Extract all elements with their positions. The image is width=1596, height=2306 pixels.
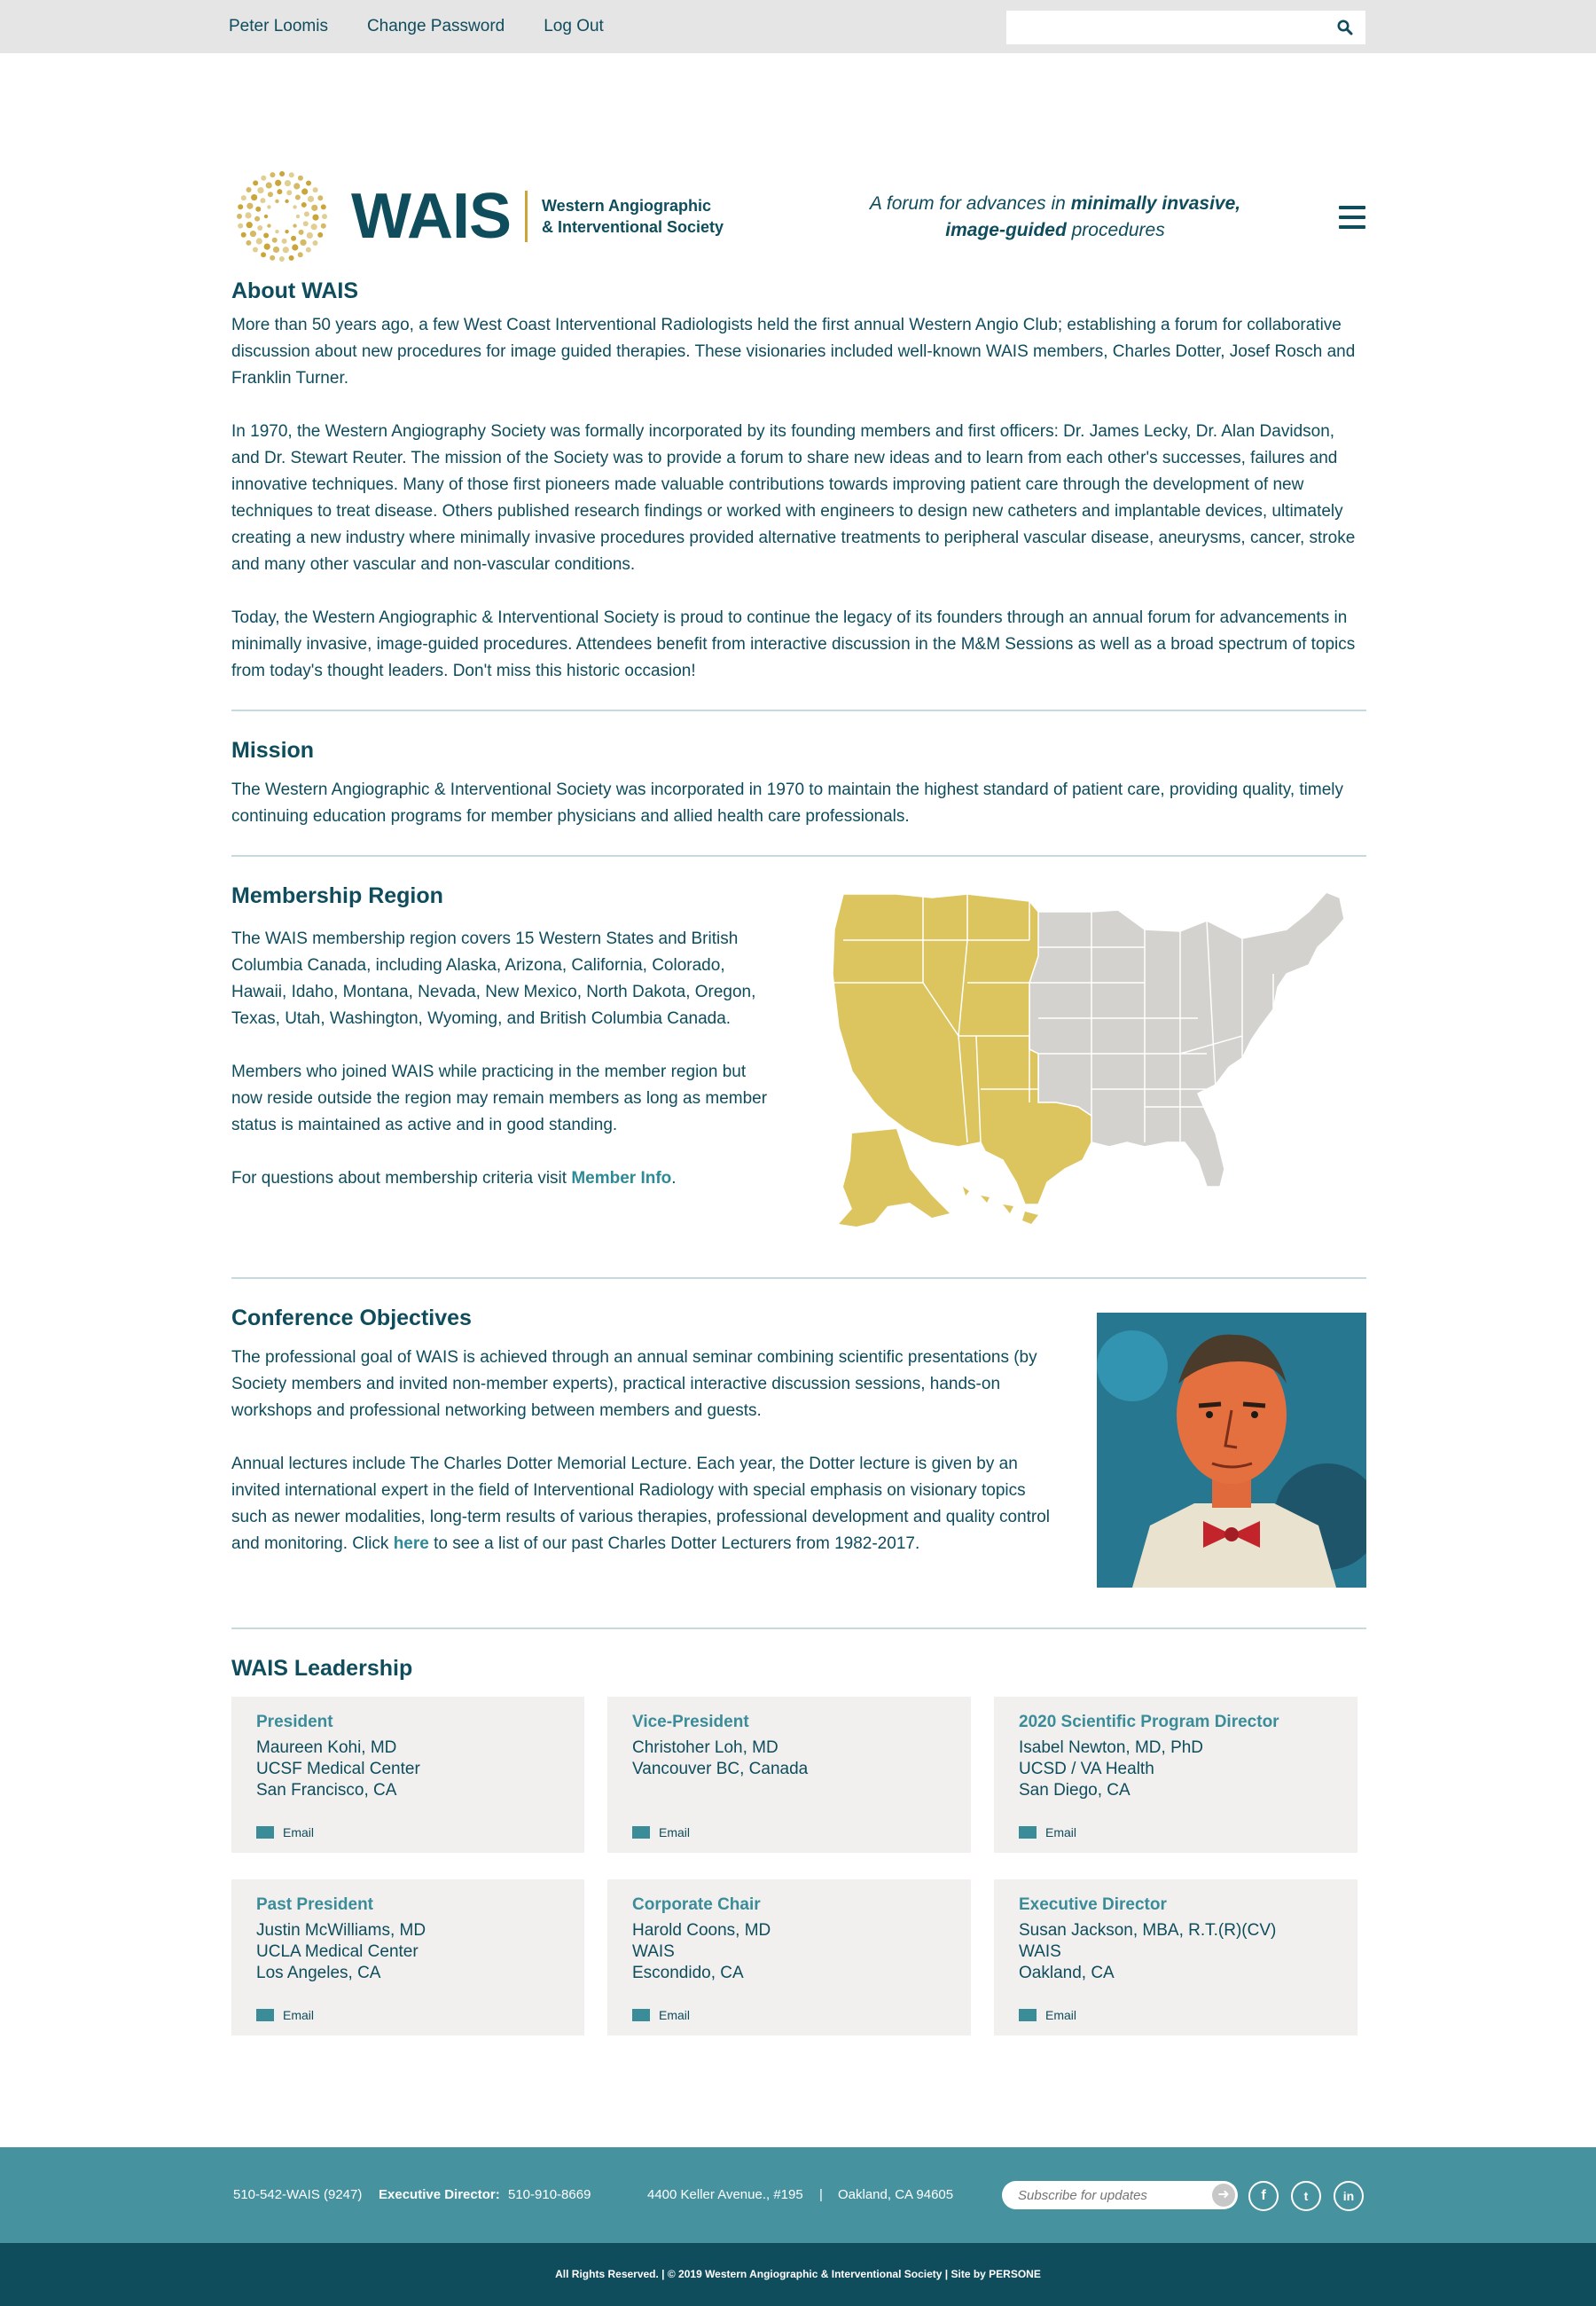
- leader-location: San Diego, CA: [1019, 1781, 1130, 1800]
- wais-logo[interactable]: [232, 167, 724, 266]
- leader-name: Christoher Loh, MD: [632, 1738, 778, 1757]
- tagline-text: A forum for advances in: [869, 193, 1071, 214]
- brand-subtitle-line1: Western Angiographic: [542, 197, 712, 215]
- log-out-link[interactable]: Log Out: [544, 17, 604, 35]
- footer-separator: |: [819, 2187, 823, 2202]
- leader-name: Justin McWilliams, MD: [256, 1921, 426, 1940]
- leader-role: Vice-President: [632, 1713, 749, 1731]
- footer-city: Oakland, CA 94605: [838, 2187, 954, 2202]
- paragraph: Today, the Western Angiographic & Interventional Society is proud to continue the legacy of its founders through an annual forum for advancements in minimally invasive, image-guided procedures. Attendees benefit from interactive discussion in the M&M Sessions as well as a broad spectrum of topics from today's thought leaders. Don't miss this historic occasion!: [231, 608, 1356, 680]
- email-link[interactable]: [632, 1819, 946, 1846]
- leader-role: President: [256, 1713, 333, 1731]
- paragraph: [231, 1451, 1065, 1557]
- leader-org: UCSF Medical Center: [256, 1760, 420, 1778]
- dotter-lecturers-link[interactable]: here: [393, 1534, 429, 1553]
- envelope-icon: [632, 2009, 650, 2021]
- arrow-right-icon[interactable]: ➜: [1212, 2184, 1235, 2207]
- search-box: [1006, 11, 1365, 44]
- leader-org: Vancouver BC, Canada: [632, 1760, 809, 1778]
- email-link[interactable]: [632, 2002, 946, 2028]
- section-title: WAIS Leadership: [231, 1656, 413, 1681]
- brand-name: WAIS: [351, 181, 512, 252]
- mission-section: [231, 711, 1366, 830]
- leader-name: Maureen Kohi, MD: [256, 1738, 397, 1757]
- envelope-icon: [256, 1826, 274, 1839]
- leader-location: Oakland, CA: [1019, 1964, 1115, 1982]
- search-input[interactable]: [1006, 11, 1334, 44]
- charles-dotter-portrait-image: [1097, 1313, 1366, 1588]
- section-title: Conference Objectives: [231, 1306, 472, 1330]
- alaska-shape: [839, 1129, 950, 1227]
- paragraph-text: Annual lectures include The Charles Dotter Memorial Lecture. Each year, the Dotter lecture is given by an invited international expert in the field of Interventional Radiology with special emphasis on visionary topics such as newer modalities, long-term results of various therapies, professional development and quality control and monitoring. Click: [231, 1455, 1051, 1553]
- change-password-link[interactable]: Change Password: [366, 17, 505, 35]
- email-label: Email: [1045, 1825, 1077, 1839]
- leader-org: UCSD / VA Health: [1019, 1760, 1154, 1778]
- leader-role: Past President: [256, 1895, 373, 1914]
- leader-name: Susan Jackson, MBA, R.T.(R)(CV): [1019, 1921, 1277, 1940]
- envelope-icon: [256, 2009, 274, 2021]
- paragraph-text: to see a list of our past Charles Dotter Lecturers from 1982-2017.: [428, 1534, 920, 1553]
- user-name-link[interactable]: Peter Loomis: [229, 17, 328, 35]
- paragraph-text: .: [671, 1169, 677, 1188]
- leader-org: WAIS: [632, 1942, 675, 1961]
- paragraph: The Western Angiographic & Interventional Society was incorporated in 1970 to maintain the highest standard of patient care, providing quality, timely continuing education programs for member physicians and allied health care professionals.: [231, 780, 1344, 826]
- leader-org: WAIS: [1019, 1942, 1061, 1961]
- email-link[interactable]: [1019, 2002, 1333, 2028]
- email-label: Email: [283, 2008, 315, 2022]
- paragraph: The professional goal of WAIS is achieved through an annual seminar combining scientific presentations (by Society members and invited non-member experts), practical interactive discussion sessions, hands-on workshops and professional networking between members and guests.: [231, 1348, 1037, 1420]
- brand-divider: [525, 191, 528, 242]
- section-title: Mission: [231, 738, 315, 763]
- leader-location: San Francisco, CA: [256, 1781, 397, 1800]
- section-title: About WAIS: [231, 278, 359, 303]
- tagline-bold: image-guided: [945, 220, 1067, 240]
- email-label: Email: [1045, 2008, 1077, 2022]
- email-link[interactable]: [1019, 1819, 1333, 1846]
- email-link[interactable]: [256, 1819, 559, 1846]
- search-icon[interactable]: [1337, 20, 1353, 35]
- brand-subtitle: [542, 195, 724, 238]
- main-content: [231, 277, 1366, 2035]
- subscribe-input[interactable]: [1018, 2188, 1204, 2203]
- facebook-icon[interactable]: f: [1248, 2181, 1279, 2211]
- envelope-icon: [1019, 2009, 1037, 2021]
- footer-exec-label: Executive Director:: [379, 2187, 500, 2202]
- leader-card: [231, 1697, 584, 1853]
- menu-icon[interactable]: [1339, 206, 1365, 229]
- leader-org: UCLA Medical Center: [256, 1942, 419, 1961]
- leader-name: Harold Coons, MD: [632, 1921, 771, 1940]
- leader-role: 2020 Scientific Program Director: [1019, 1713, 1279, 1731]
- envelope-icon: [632, 1826, 650, 1839]
- about-section: [231, 277, 1366, 685]
- paragraph: More than 50 years ago, a few West Coast Interventional Radiologists held the first annual Western Angio Club; establishing a forum for collaborative discussion about new procedures for image guided therapies. These visionaries included well-known WAIS members, Charles Dotter, Josef Rosch and Franklin Turner.: [231, 316, 1356, 388]
- account-nav: [229, 0, 604, 53]
- email-label: Email: [659, 2008, 691, 2022]
- leader-location: Los Angeles, CA: [256, 1964, 381, 1982]
- membership-region-section: [231, 857, 1366, 1277]
- footer-phone: 510-542-WAIS (9247): [233, 2187, 363, 2202]
- conference-objectives-section: [231, 1279, 1366, 1628]
- envelope-icon: [1019, 1826, 1037, 1839]
- leadership-section: [231, 1629, 1366, 2035]
- leadership-grid: [231, 1697, 1366, 2035]
- leader-name: Isabel Newton, MD, PhD: [1019, 1738, 1204, 1757]
- us-membership-map: [825, 876, 1375, 1231]
- paragraph-text: For questions about membership criteria visit: [231, 1169, 572, 1188]
- linkedin-icon[interactable]: in: [1334, 2181, 1364, 2211]
- leader-card: [994, 1879, 1357, 2035]
- tagline-text: procedures: [1066, 220, 1165, 240]
- email-label: Email: [659, 1825, 691, 1839]
- paragraph: In 1970, the Western Angiography Society was formally incorporated by its founding members and first officers: Dr. James Lecky, Dr. Alan Davidson, and Dr. Stewart Reuter. The mission of the Society was to provide a forum to share new ideas and to learn from each other's successes, failures and innovative techniques. Many of those first pioneers made valuable contributions towards improving patient care through the development of new techniques to treat disease. Others published research findings or worked with engineers to design new catheters and implantable devices, ultimately creating a new industry where minimally invasive procedures provided alternative treatments to peripheral vascular disease, aneurysms, cancer, stroke and many other vascular and non-vascular conditions.: [231, 422, 1356, 574]
- email-link[interactable]: [256, 2002, 559, 2028]
- paragraph: Members who joined WAIS while practicing in the member region but now reside outside the region may remain members as long as member status is maintained as active and in good standing.: [231, 1063, 768, 1134]
- email-label: Email: [283, 1825, 315, 1839]
- top-bar: [0, 0, 1596, 53]
- paragraph: The WAIS membership region covers 15 Western States and British Columbia Canada, including Alaska, Arizona, California, Colorado, Hawaii, Idaho, Montana, Nevada, New Mexico, North Dakota, Oregon, Texas, Utah, Washington, Wyoming, and British Columbia Canada.: [231, 929, 756, 1028]
- section-title: Membership Region: [231, 883, 443, 908]
- twitter-icon[interactable]: t: [1291, 2181, 1321, 2211]
- footer-exec-phone: 510-910-8669: [508, 2187, 591, 2202]
- leader-card: [607, 1697, 971, 1853]
- paragraph: [231, 1165, 772, 1192]
- site-header: [0, 53, 1596, 257]
- brand-subtitle-line2: & Interventional Society: [542, 218, 724, 236]
- tagline-bold: minimally invasive,: [1070, 193, 1241, 214]
- leader-role: Executive Director: [1019, 1895, 1167, 1914]
- leader-location: Escondido, CA: [632, 1964, 744, 1982]
- leader-card: [607, 1879, 971, 2035]
- leader-card: [231, 1879, 584, 2035]
- leader-location: [632, 1780, 946, 1801]
- site-tagline: [816, 191, 1295, 244]
- footer-address: 4400 Keller Avenue., #195: [647, 2187, 803, 2202]
- member-info-link[interactable]: Member Info: [571, 1169, 672, 1188]
- footer-copyright: All Rights Reserved. | © 2019 Western Angiographic & Interventional Society | Site by PERSONE: [0, 2243, 1596, 2306]
- leader-role: Corporate Chair: [632, 1895, 761, 1914]
- subscribe-box: [1002, 2181, 1238, 2209]
- footer-contact-bar: [0, 2147, 1596, 2243]
- leader-card: [994, 1697, 1357, 1853]
- sunburst-logo-icon: [232, 167, 332, 266]
